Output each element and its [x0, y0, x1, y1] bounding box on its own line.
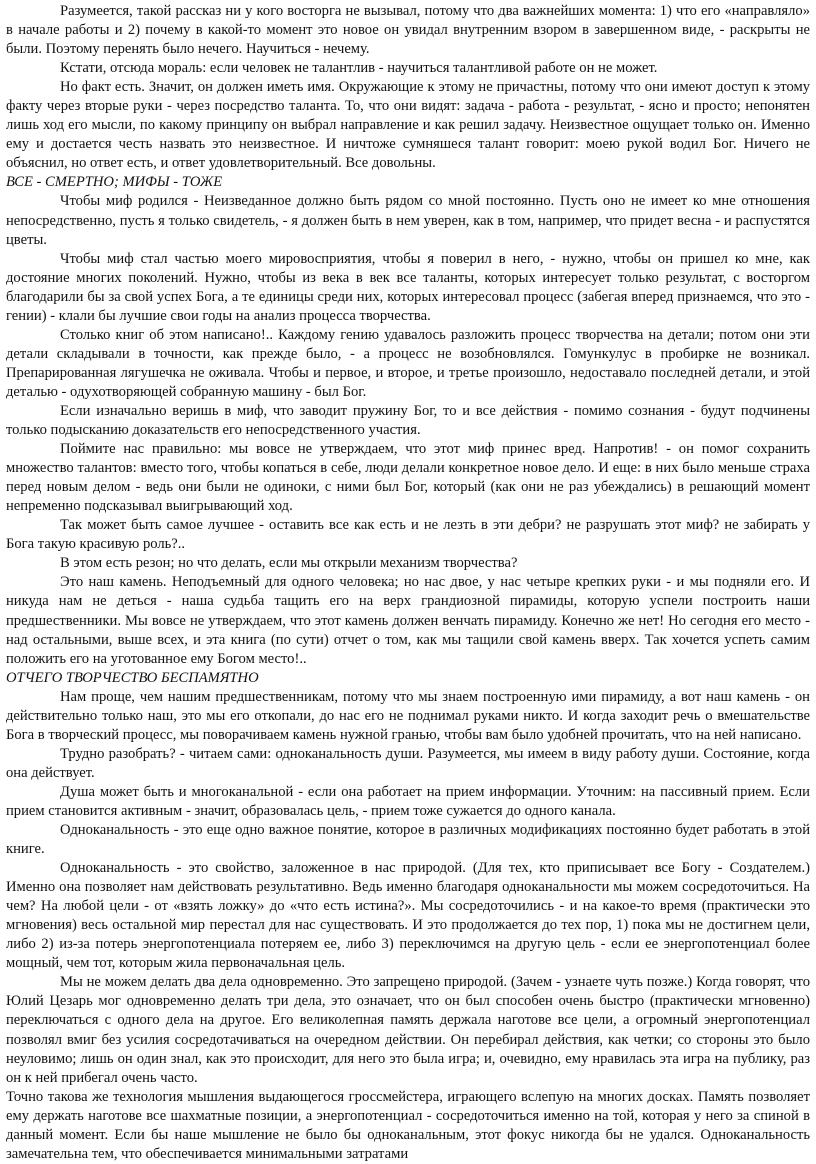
paragraph: Поймите нас правильно: мы вовсе не утверждаем, что этот миф принес вред. Напротив! - он помог сохранить множество талантов: вместо того, чтобы копаться в себе, люди делали конкретное новое дело. И еще: в них было меньше страха перед новым делом - ведь они были не одиноки, с ними был Бог, который (как они не раз убеждались) в решающий момент непременно подсказывал выигрывающий ход. — [6, 441, 810, 515]
paragraph: Это наш камень. Неподъемный для одного человека; но нас двое, у нас четыре крепких руки - и мы подняли его. И никуда нам не деться - наша судьба тащить его на верх грандиозной пирамиды, которую успели построить наши предшественники. Мы вовсе не утверждаем, что этот камень должен венчать пирамиду. Конечно же нет! Но сегодня его место - над остальными, выше всех, и эта книга (по сути) отчет о том, как мы тащили свой камень вверх. Так хочется успеть самим положить его на уготованное ему Богом место!.. — [6, 574, 810, 667]
paragraph: Чтобы миф стал частью моего мировосприятия, чтобы я поверил в него, - нужно, чтобы он пришел ко мне, как достояние многих поколений. Нужно, чтобы из века в век все таланты, которых интересует только результат, с восторгом благодарили бы за свой успех Бога, а те единицы среди них, которых интересовал процесс (забегая вперед признаемся, что это - гении) - клали бы лучшие свои годы на анализ процесса творчества. — [6, 250, 810, 324]
paragraph: Чтобы миф родился - Неизведанное должно быть рядом со мной постоянно. Пусть оно не имеет ко мне отношения непосредственно, пусть я только свидетель, - я должен быть в нем уверен, как в том, например, что придет весна - и распустятся цветы. — [6, 193, 810, 248]
paragraph: Душа может быть и многоканальной - если она работает на прием информации. Уточним: на пассивный прием. Если прием становится активным - значит, образовалась цель, - прием тоже сужается до одного канала. — [6, 783, 810, 819]
paragraph: Так может быть самое лучшее - оставить все как есть и не лезть в эти дебри? не разрушать этот миф? не забирать у Бога такую красивую роль?.. — [6, 517, 810, 553]
paragraph: Одноканальность - это еще одно важное понятие, которое в различных модификациях постоянно будет работать в этой книге. — [6, 822, 810, 858]
paragraph: Если изначально веришь в миф, что заводит пружину Бог, то и все действия - помимо сознания - будут подчинены только подысканию доказательств его непосредственного участия. — [6, 402, 810, 439]
paragraph: Нам проще, чем нашим предшественникам, потому что мы знаем построенную ими пирамиду, а вот наш камень - он действительно только наш, это мы его откопали, до нас его не поднимал руками никто. И когда заходит речь о вмешательстве Бога в творческий процесс, мы поворачиваем камень нужной гранью, чтобы вам было удобней прочитать, что на ней написано. — [6, 688, 810, 743]
paragraph: Разумеется, такой рассказ ни у кого восторга не вызывал, потому что два важнейших момента: 1) что его «направляло» в начале работы и 2) почему в какой-то момент это новое он увидал внутренним взором в завершенном виде, - раскрыты не были. Поэтому перенять было нечего. Научиться - нечему. — [6, 3, 810, 58]
section-heading: ОТЧЕГО ТВОРЧЕСТВО БЕСПАМЯТНО — [6, 669, 259, 686]
paragraph: Одноканальность - это свойство, заложенное в нас природой. (Для тех, кто приписывает все Богу - Создателем.) Именно она позволяет нам действовать результативно. Ведь именно благодаря одноканальности мы можем сосредоточиться. На чем? На любой цели - от «взять ложку» до «что есть истина?». Мы сосредоточились - и на какое-то время (практически это мгновения) весь остальной мир перестал для нас существовать. И это продолжается до тех пор, 1) пока мы не достигнем цели, либо 2) из-за потерь энергопотенциала потеряем ее, либо 3) переключимся на другую цель - если ее энергопотенциал более мощный, чем тот, которым жила первоначальная цель. — [6, 860, 810, 972]
section-heading: ВСЕ - СМЕРТНО; МИФЫ - ТОЖЕ — [6, 174, 223, 191]
paragraph: Трудно разобрать? - читаем сами: одноканальность души. Разумеется, мы имеем в виду работу души. Состояние, когда она действует. — [6, 745, 810, 781]
paragraph: В этом есть резон; но что делать, если мы открыли механизм творчества? — [60, 555, 518, 572]
paragraph: Точно такова же технология мышления выдающегося гроссмейстера, играющего вслепую на многих досках. Память позволяет ему держать наготове все шахматные позиции, а энергопотенциал - сосредоточиться именно на той, которая у него за спиной в данный момент. Если бы наше мышление не было бы одноканальным, этот фокус никогда бы не удался. Одноканальность замечательна тем, что обеспечивается минимальными затратами — [6, 1088, 810, 1162]
paragraph: Кстати, отсюда мораль: если человек не талантлив - научиться талантливой работе он не может. — [60, 60, 658, 77]
paragraph: Но факт есть. Значит, он должен иметь имя. Окружающие к этому не причастны, потому что они имеют доступ к этому факту через вторые руки - через посредство таланта. То, что они видят: задача - работа - результат, - ясно и просто; непонятен лишь ход его мысли, по какому принципу он выбрал направление и как решил задачу. Неизвестное ощущает только он. Именно ему и достается честь назвать это неизвестное. И ничтоже сумняшеся талант говорит: моею рукой водил Бог. Ничего не объяснил, но ответ есть, и ответ удовлетворительный. Все довольны. — [6, 79, 810, 172]
paragraph: Мы не можем делать два дела одновременно. Это запрещено природой. (Зачем - узнаете чуть позже.) Когда говорят, что Юлий Цезарь мог одновременно делать три дела, это означает, что он был способен очень быстро (практически мгновенно) переключаться с одного дела на другое. Его великолепная память держала наготове все цели, а огромный энергопотенциал позволял вмиг без усилия сосредотачиваться на очередном действии. Он перебирал действия, как четки; со стороны это было неуловимо; лишь он один знал, как это происходит, для него это была игра; и, очевидно, ему нравилась эта игра на публику, раз он к ней прибегал очень часто. — [6, 974, 810, 1086]
paragraph: Столько книг об этом написано!.. Каждому гению удавалось разложить процесс творчества на детали; потом они эти детали складывали в точности, как прежде было, - а процесс не возобновлялся. Гомункулус в пробирке не возникал. Препарированная лягушечка не оживала. Чтобы и первое, и второе, и третье произошло, недоставало последней детали, и этой деталью - одухотворяющей собранную машину - был Бог. — [6, 326, 810, 400]
